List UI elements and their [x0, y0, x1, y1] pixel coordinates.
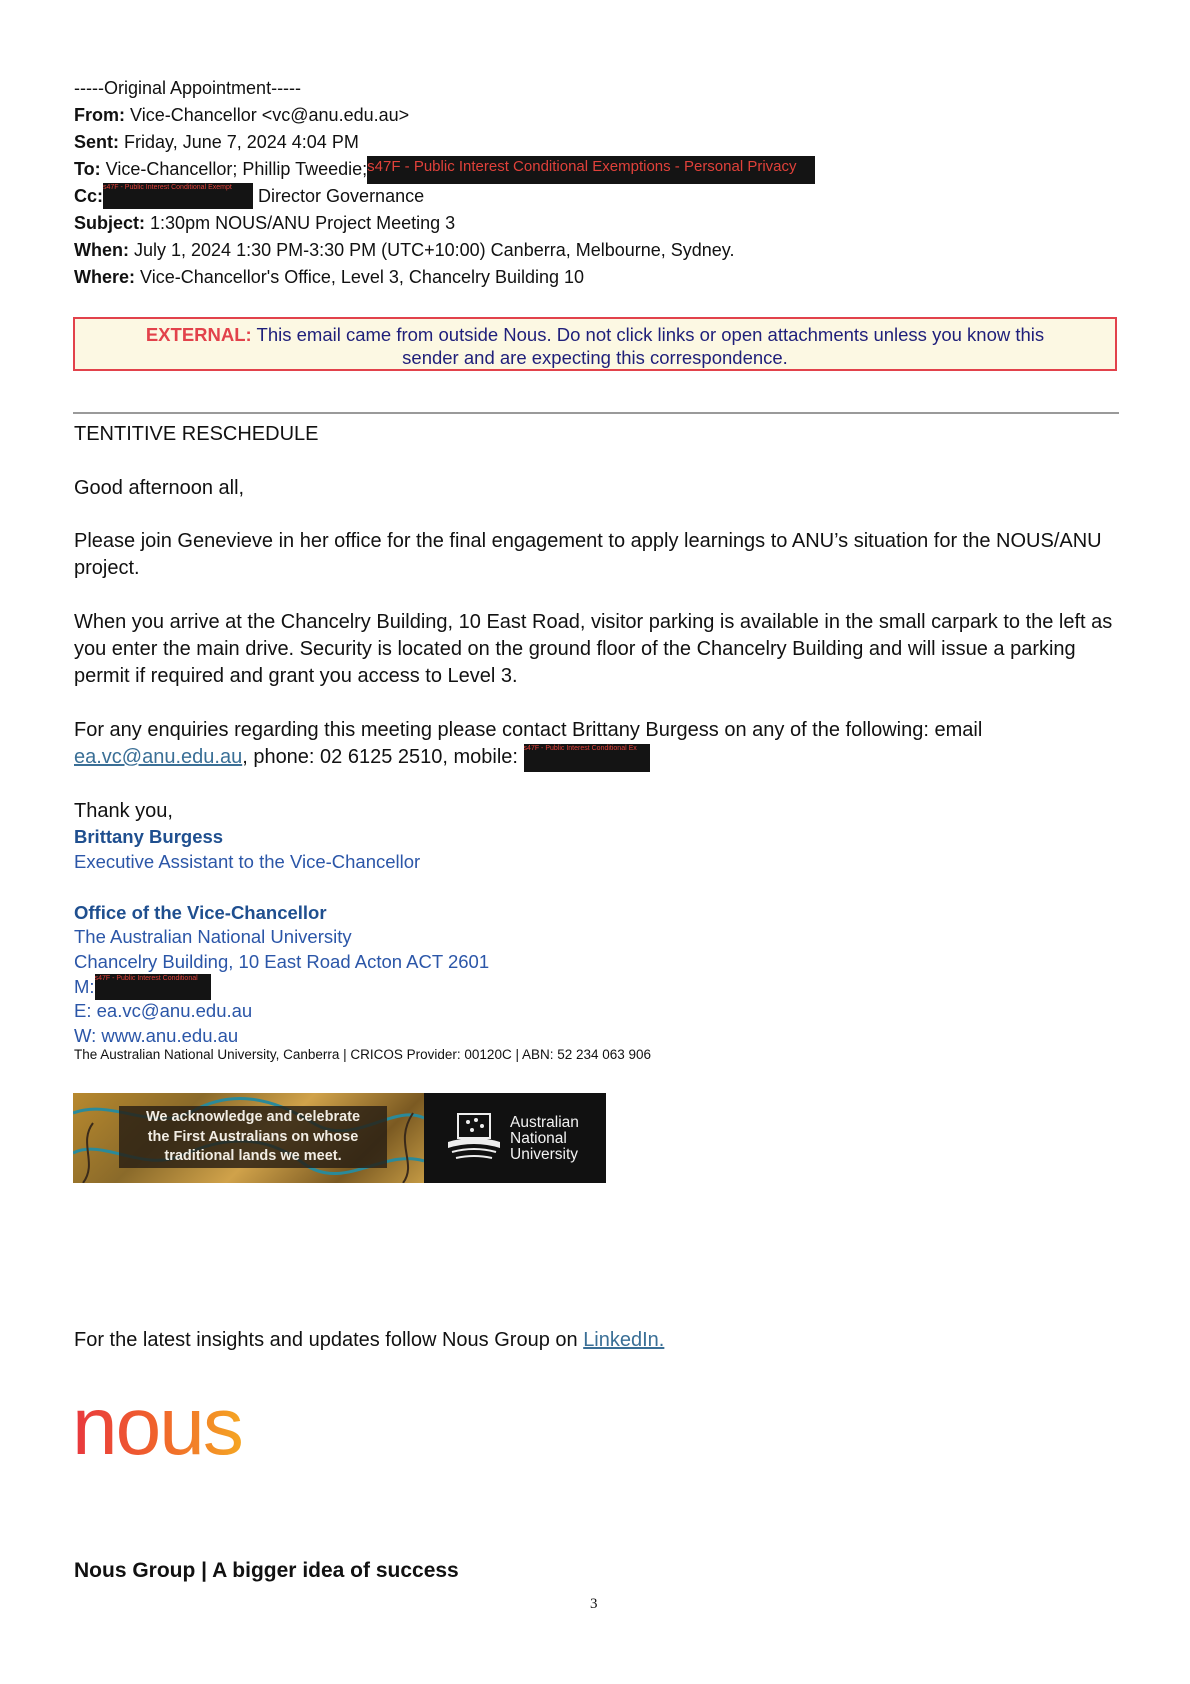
- original-appointment-line: -----Original Appointment-----: [74, 78, 302, 98]
- anu-line-3: University: [510, 1146, 579, 1163]
- tagline: Nous Group | A bigger idea of success: [74, 1559, 459, 1582]
- mobile-redaction: s47F - Public Interest Conditional Ex: [524, 744, 650, 772]
- page-number: 3: [590, 1596, 598, 1612]
- paragraph-2: When you arrive at the Chancelry Building, 10 East Road, visitor parking is available in the small carpark to the left as you enter the main drive. Security is located on the ground floor of the Chancelry Building and will issue a parking permit if required and grant you access to Level 3.: [74, 611, 1113, 687]
- external-label: EXTERNAL:: [145, 324, 252, 345]
- subject-value: 1:30pm NOUS/ANU Project Meeting 3: [150, 213, 456, 233]
- cricos-line: The Australian National University, Canberra | CRICOS Provider: 00120C | ABN: 52 234 063 906: [74, 1047, 652, 1062]
- cc-line: [74, 183, 424, 210]
- external-text-line1: This email came from outside Nous. Do not click links or open attachments unless you know this: [256, 324, 1045, 345]
- when-line: [74, 237, 734, 264]
- when-value: July 1, 2024 1:30 PM-3:30 PM (UTC+10:00) Canberra, Melbourne, Sydney.: [134, 240, 735, 260]
- anu-crest-icon: [444, 1108, 504, 1168]
- enquiry-email-link[interactable]: ea.vc@anu.edu.au: [74, 746, 243, 768]
- external-warning-banner: [73, 317, 1117, 371]
- divider: [73, 412, 1119, 414]
- body-heading: TENTITIVE RESCHEDULE: [74, 423, 319, 445]
- mobile-label: M:: [74, 976, 95, 997]
- insights-text: For the latest insights and updates follow Nous Group on: [74, 1329, 578, 1351]
- signature-website[interactable]: W: www.anu.edu.au: [74, 1025, 239, 1046]
- anu-logo-panel: [424, 1093, 606, 1183]
- where-line: [74, 264, 584, 291]
- signature-mobile-redaction: s47F - Public Interest Conditional: [95, 974, 211, 1000]
- signature-mobile-line: [74, 974, 211, 1000]
- greeting: Good afternoon all,: [74, 477, 245, 499]
- where-value: Vice-Chancellor's Office, Level 3, Chancelry Building 10: [140, 267, 585, 287]
- anu-line-2: National: [510, 1130, 567, 1147]
- signature-role: Executive Assistant to the Vice-Chancellor: [74, 851, 421, 872]
- insights-line: [74, 1327, 1124, 1354]
- linkedin-link[interactable]: LinkedIn.: [583, 1329, 665, 1351]
- sent-label: Sent:: [74, 132, 119, 152]
- paragraph-3: [74, 717, 1124, 772]
- signature-office: Office of the Vice-Chancellor: [74, 902, 327, 923]
- cc-value: Director Governance: [258, 186, 425, 206]
- ack-line-1: We acknowledge and celebrate: [145, 1109, 361, 1125]
- ack-line-3: traditional lands we meet.: [164, 1148, 342, 1164]
- thanks: Thank you,: [74, 800, 173, 822]
- nous-logo-text: nous: [72, 1392, 242, 1466]
- where-label: Where:: [74, 267, 136, 287]
- signature-email[interactable]: E: ea.vc@anu.edu.au: [74, 1000, 253, 1021]
- to-redaction: s47F - Public Interest Conditional Exemptions - Personal Privacy: [367, 156, 815, 184]
- signature-university: The Australian National University: [74, 926, 352, 947]
- paragraph-3-text-a: For any enquiries regarding this meeting please contact Brittany Burgess on any of the following: email: [74, 719, 983, 741]
- cc-redaction: s47F - Public Interest Conditional Exempt: [103, 183, 253, 209]
- sent-line: [74, 129, 359, 156]
- nous-logo: [72, 1392, 302, 1471]
- ack-line-2: the First Australians on whose: [147, 1128, 359, 1145]
- external-text-line2: sender and are expecting this correspondence.: [402, 347, 788, 368]
- from-label: From:: [74, 105, 125, 125]
- subject-line: [74, 210, 455, 237]
- from-value: Vice-Chancellor <vc@anu.edu.au>: [130, 105, 410, 125]
- cc-label: Cc:: [74, 186, 104, 206]
- anu-name: [510, 1115, 579, 1163]
- ack-text-box: [119, 1106, 387, 1168]
- to-value: Vice-Chancellor; Phillip Tweedie;: [105, 159, 368, 179]
- paragraph-3-text-b: , phone: 02 6125 2510, mobile:: [242, 746, 518, 768]
- when-label: When:: [74, 240, 129, 260]
- nous-logo-icon: [72, 1392, 302, 1466]
- anu-line-1: Australian: [510, 1114, 579, 1131]
- signature-address: Chancelry Building, 10 East Road Acton ACT 2601: [74, 951, 490, 972]
- to-label: To:: [74, 159, 101, 179]
- paragraph-1: Please join Genevieve in her office for the final engagement to apply learnings to ANU’s situation for the NOUS/ANU project.: [74, 530, 1102, 579]
- sent-value: Friday, June 7, 2024 4:04 PM: [124, 132, 359, 152]
- from-line: [74, 102, 409, 129]
- subject-label: Subject:: [74, 213, 146, 233]
- ack-artwork: [73, 1093, 424, 1183]
- signature-name: Brittany Burgess: [74, 826, 224, 847]
- acknowledgement-banner: [73, 1093, 606, 1183]
- to-line: [74, 156, 815, 184]
